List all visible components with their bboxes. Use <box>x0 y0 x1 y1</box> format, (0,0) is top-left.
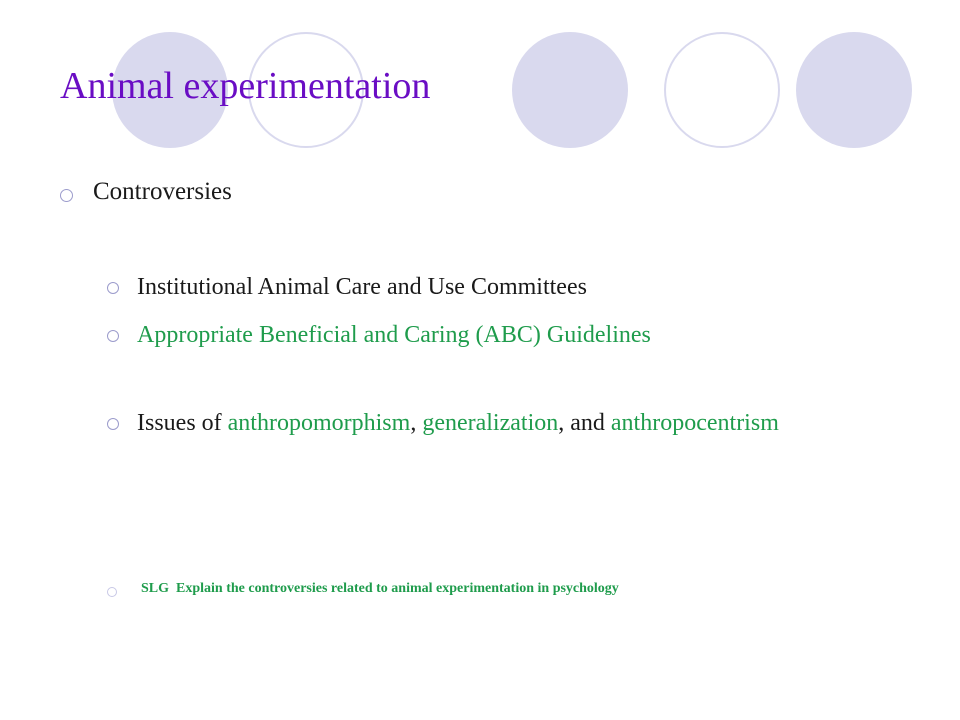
bullet-text <box>137 406 817 440</box>
bullet-controversies <box>60 178 232 206</box>
bullet-circle-icon <box>107 587 117 597</box>
bullet-abc-guidelines <box>107 318 867 352</box>
bullet-text: Institutional Animal Care and Use Committees <box>137 274 587 300</box>
decor-circle-ring <box>664 32 780 148</box>
slg-objective-text: SLG Explain the controversies related to animal experimentation in psychology <box>141 581 619 596</box>
bullet-slg <box>107 581 619 597</box>
term-generalization: generalization <box>422 410 559 436</box>
bullet-text: Controversies <box>93 178 232 205</box>
bullet-circle-icon <box>107 282 119 294</box>
issues-separator: , and <box>558 410 611 436</box>
decor-circle-filled <box>512 32 628 148</box>
term-anthropocentrism: anthropocentrism <box>610 410 779 436</box>
bullet-text: Appropriate Beneficial and Caring (ABC) Guidelines <box>137 322 651 348</box>
bullet-circle-icon <box>107 330 119 342</box>
bullet-iacuc <box>107 270 867 304</box>
term-anthropomorphism: anthropomorphism <box>227 410 411 436</box>
bullet-circle-icon <box>107 418 119 430</box>
decor-circle-filled <box>796 32 912 148</box>
bullet-circle-icon <box>60 189 73 202</box>
slide-title: Animal experimentation <box>60 65 431 107</box>
issues-prefix: Issues of <box>137 410 228 436</box>
bullet-issues <box>107 406 867 440</box>
issues-separator: , <box>410 410 423 436</box>
